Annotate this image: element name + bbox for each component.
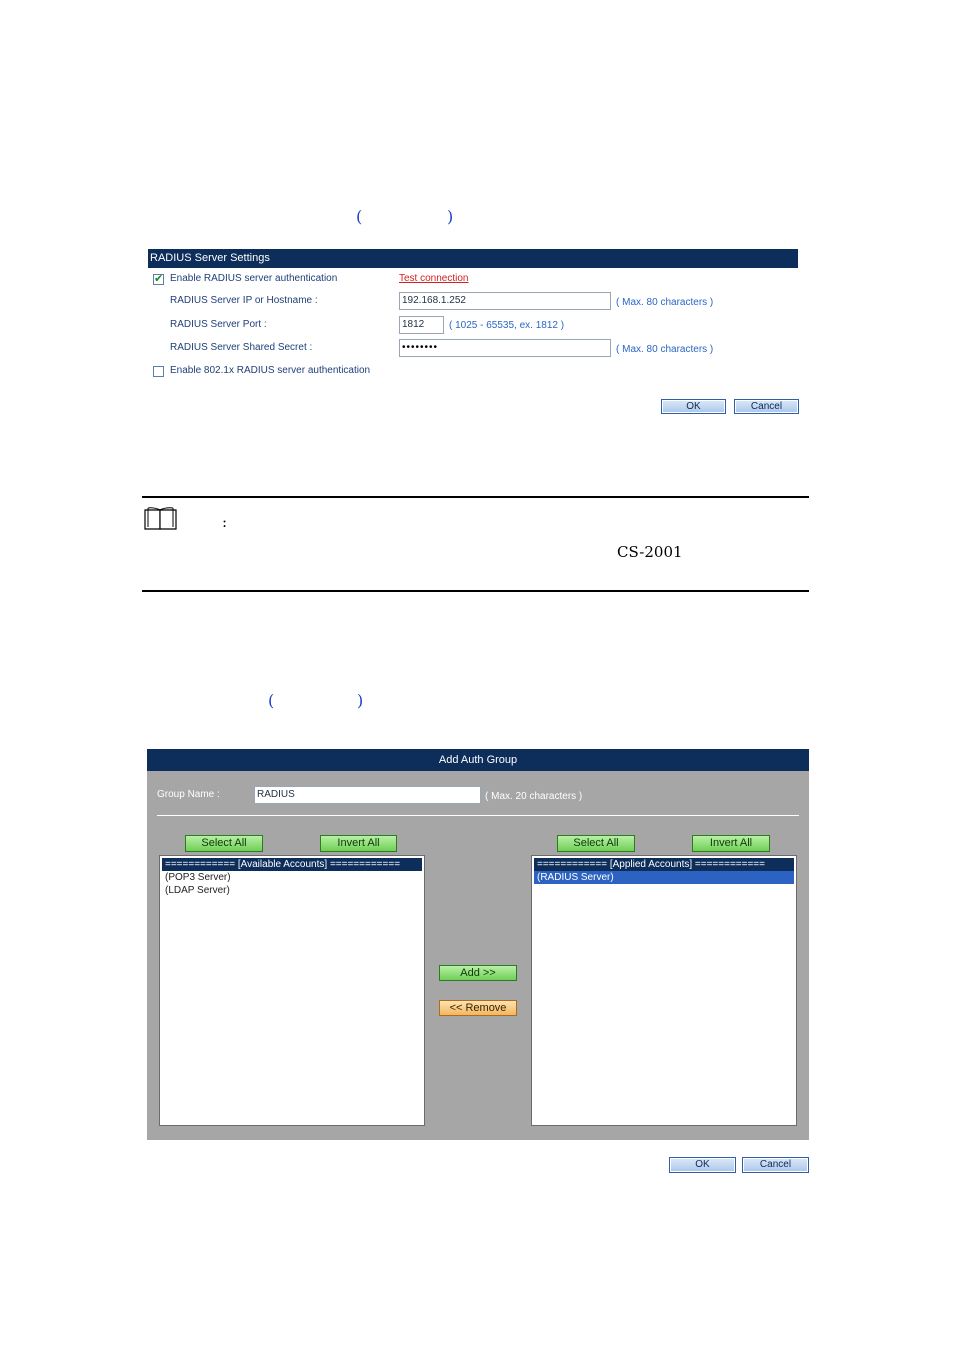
radius-secret-hint: ( Max. 80 characters ) (616, 344, 714, 355)
enable-radius-checkbox[interactable] (153, 274, 164, 285)
available-accounts-list[interactable] (159, 855, 425, 1126)
applied-accounts-header[interactable]: ============ [Applied Accounts] ============ (534, 858, 794, 871)
radius-ip-hint: ( Max. 80 characters ) (616, 297, 714, 308)
radius-ip-input[interactable]: 192.168.1.252 (399, 292, 611, 310)
list-item-pop3[interactable]: (POP3 Server) (165, 872, 231, 883)
paren-close: ) (447, 207, 454, 226)
applied-accounts-list[interactable] (531, 855, 797, 1126)
radius-port-input[interactable]: 1812 (399, 316, 444, 334)
radius-secret-input[interactable]: •••••••• (399, 339, 611, 357)
list-item-ldap[interactable]: (LDAP Server) (165, 885, 230, 896)
enable-8021x-checkbox[interactable] (153, 366, 164, 377)
auth-group-header: Add Auth Group (147, 749, 809, 771)
note-bottom-rule (142, 590, 809, 592)
radius-port-label: RADIUS Server Port : (170, 319, 267, 330)
remove-button[interactable]: << Remove (439, 1000, 517, 1016)
add-button[interactable]: Add >> (439, 965, 517, 981)
group-name-label: Group Name : (157, 789, 220, 800)
list-item-radius[interactable]: (RADIUS Server) (534, 871, 794, 884)
note-colon: : (222, 513, 228, 531)
test-connection-link[interactable]: Test connection (399, 273, 469, 284)
radius-ok-button[interactable]: OK (661, 399, 726, 414)
radius-ip-label: RADIUS Server IP or Hostname : (170, 295, 318, 306)
enable-radius-label: Enable RADIUS server authentication (170, 273, 338, 284)
paren-open: ( (356, 207, 363, 226)
group-ok-button[interactable]: OK (669, 1157, 736, 1173)
enable-8021x-label: Enable 802.1x RADIUS server authentication (170, 365, 371, 376)
group-cancel-button[interactable]: Cancel (742, 1157, 809, 1173)
available-accounts-header[interactable]: ============ [Available Accounts] ============ (162, 858, 422, 871)
paren-close-2: ) (357, 691, 364, 710)
group-name-input[interactable]: RADIUS (254, 786, 481, 804)
group-name-hint: ( Max. 20 characters ) (485, 791, 583, 802)
radius-cancel-button[interactable]: Cancel (734, 399, 799, 414)
radius-port-hint: ( 1025 - 65535, ex. 1812 ) (449, 320, 565, 331)
book-icon (144, 507, 177, 531)
left-select-all-button[interactable]: Select All (185, 835, 263, 852)
note-model: CS-2001 (617, 543, 683, 561)
note-top-rule (142, 496, 809, 498)
right-select-all-button[interactable]: Select All (557, 835, 635, 852)
paren-open-2: ( (268, 691, 275, 710)
radius-secret-label: RADIUS Server Shared Secret : (170, 342, 313, 353)
right-invert-all-button[interactable]: Invert All (692, 835, 770, 852)
left-invert-all-button[interactable]: Invert All (320, 835, 397, 852)
group-divider (157, 815, 799, 816)
radius-settings-header: RADIUS Server Settings (148, 249, 798, 268)
